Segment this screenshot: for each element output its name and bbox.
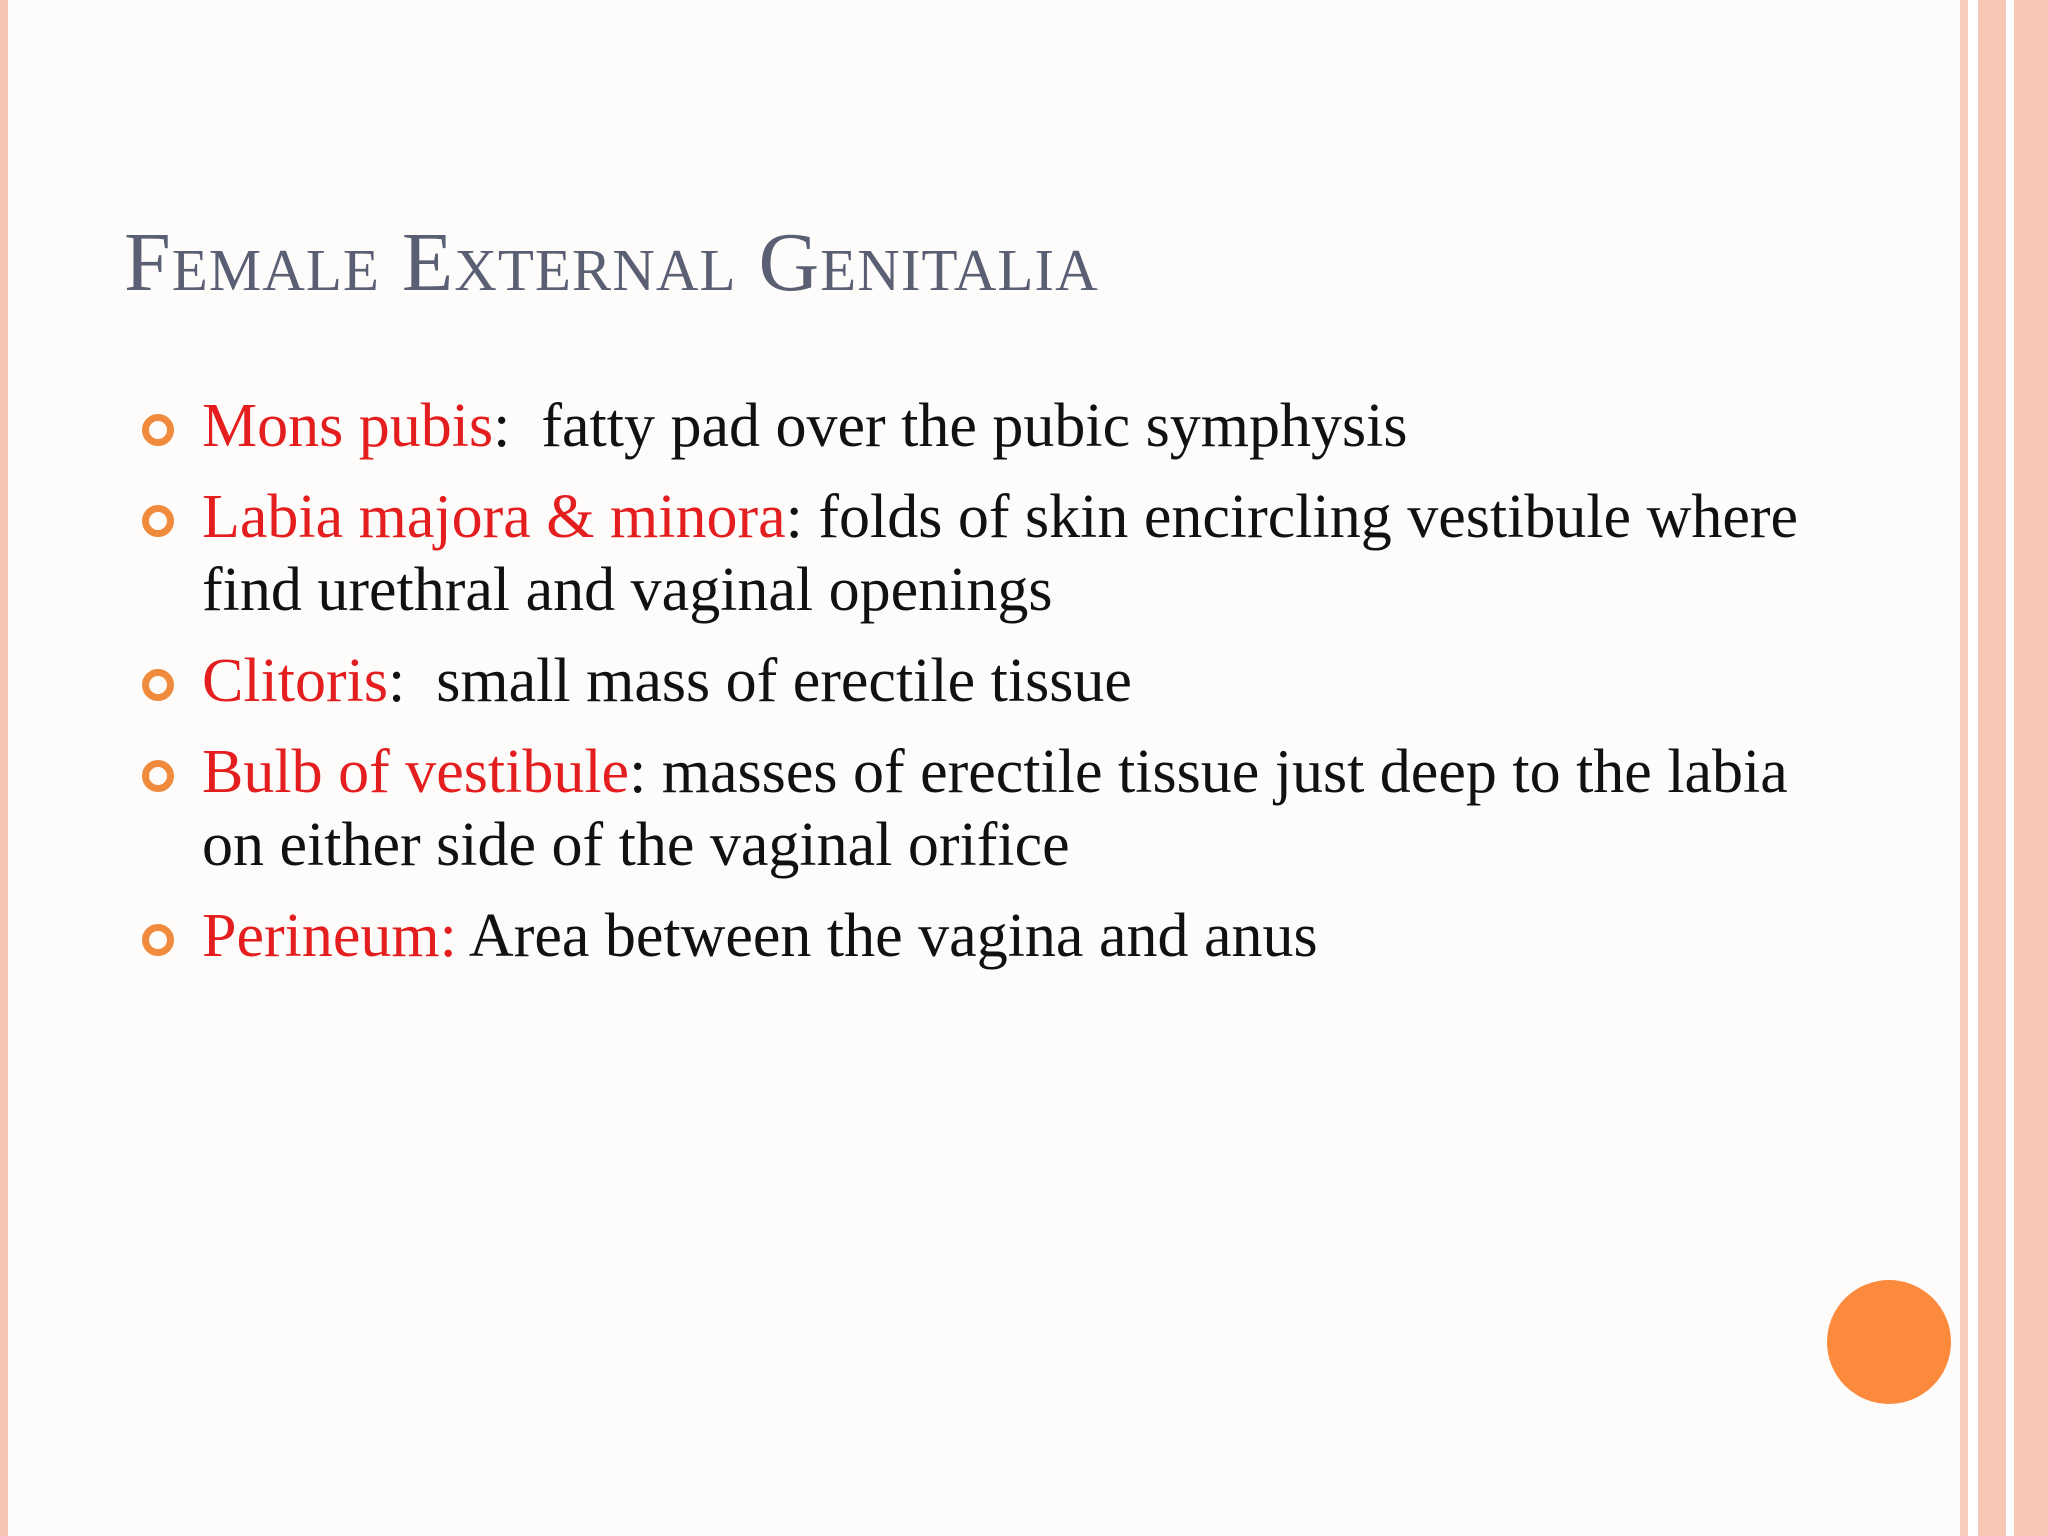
ring-bullet-icon bbox=[142, 760, 174, 792]
bullet-term: Labia majora & minora bbox=[202, 483, 786, 551]
bullet-term: Perineum: bbox=[202, 902, 457, 970]
bullet-item-labia bbox=[140, 481, 1840, 627]
bullet-separator: : bbox=[388, 647, 406, 715]
bullet-text: small mass of erectile tissue bbox=[405, 647, 1132, 715]
bullet-item-mons-pubis bbox=[140, 390, 1840, 463]
bullet-list bbox=[140, 390, 1840, 991]
bullet-item-perineum bbox=[140, 900, 1840, 973]
bullet-separator: : bbox=[493, 392, 511, 460]
right-border-stripes bbox=[1960, 0, 2048, 1536]
bullet-text: Area between the vagina and anus bbox=[456, 902, 1318, 970]
left-border bbox=[0, 0, 8, 1536]
bullet-term: Bulb of vestibule bbox=[202, 738, 630, 806]
bullet-text: folds of skin encircling vestibule where find urethral and vaginal openings bbox=[202, 483, 1799, 624]
bullet-separator: : bbox=[785, 483, 803, 551]
bullet-item-clitoris bbox=[140, 645, 1840, 718]
bullet-item-bulb-of-vestibule bbox=[140, 736, 1840, 882]
bullet-text: masses of erectile tissue just deep to the labia on either side of the vaginal orifice bbox=[202, 738, 1788, 879]
ring-bullet-icon bbox=[142, 414, 174, 446]
orange-circle-decoration bbox=[1827, 1280, 1951, 1404]
bullet-term: Mons pubis bbox=[202, 392, 494, 460]
ring-bullet-icon bbox=[142, 669, 174, 701]
bullet-term: Clitoris bbox=[202, 647, 389, 715]
slide-title: Female External Genitalia bbox=[124, 216, 1099, 309]
ring-bullet-icon bbox=[142, 505, 174, 537]
bullet-text: fatty pad over the pubic symphysis bbox=[510, 392, 1408, 460]
ring-bullet-icon bbox=[142, 924, 174, 956]
bullet-separator: : bbox=[629, 738, 647, 806]
